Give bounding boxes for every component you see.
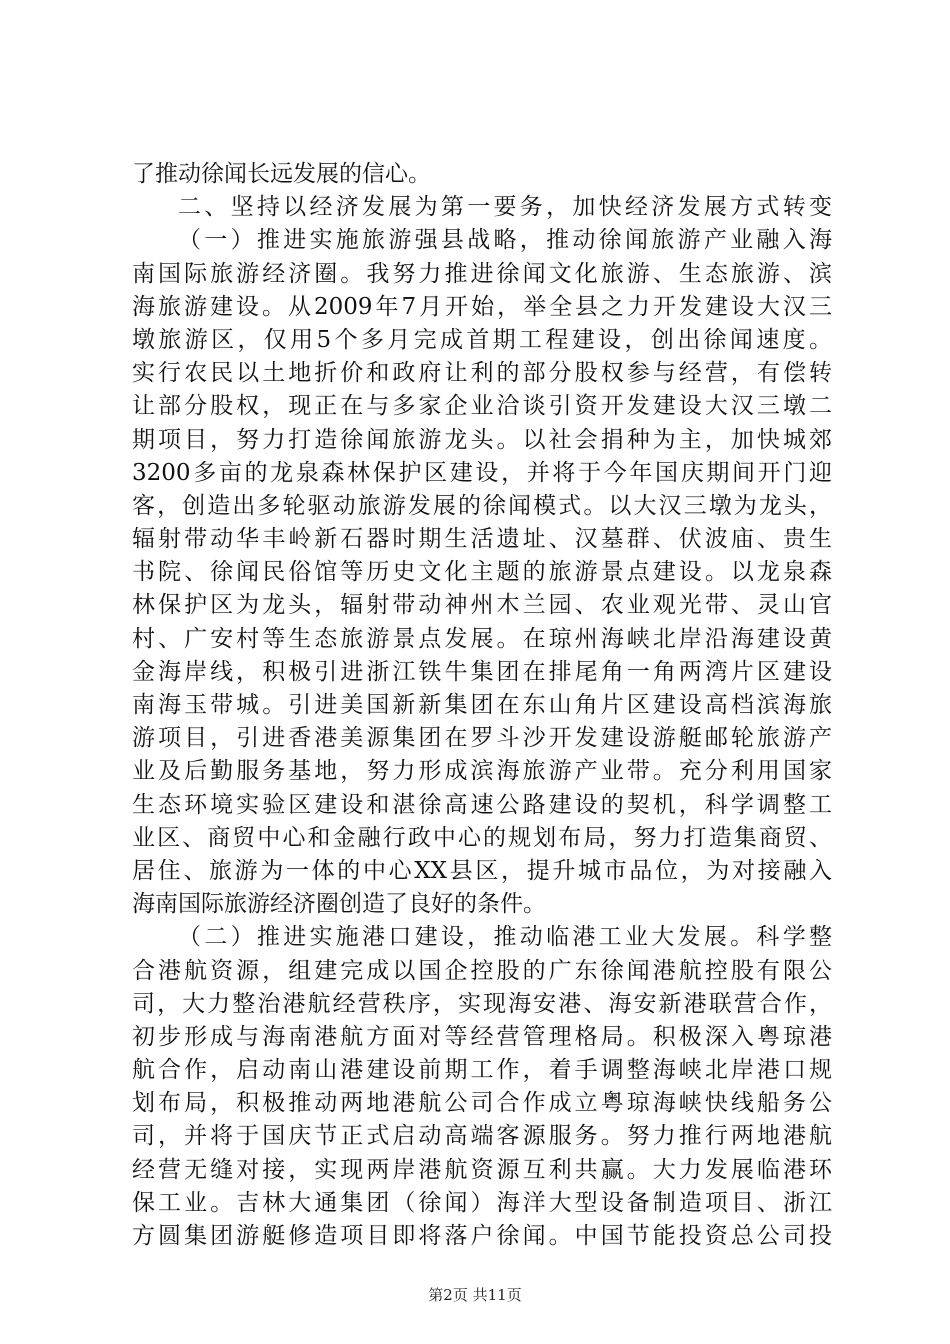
text-line: 南国际旅游经济圈。我努力推进徐闻文化旅游、生态旅游、滨 [132,260,832,287]
text-line: 了推动徐闻长远发展的信心。 [132,161,431,187]
text-line: 客，创造出多轮驱动旅游发展的徐闻模式。以大汉三墩为龙头， [132,492,832,519]
text-line: 南海玉带城。引进美国新新集团在东山角片区建设高档滨海旅 [132,692,832,718]
text-line: 方圆集团游艇修造项目即将落户徐闻。中国节能投资总公司投 [132,1223,832,1249]
text-line: 划布局，积极推动两地港航公司合作成立粤琼海峡快线船务公 [132,1090,832,1117]
text-line: 保工业。吉林大通集团（徐闻）海洋大型设备制造项目、浙江 [132,1189,832,1216]
text-line: 墩旅游区，仅用5个多月完成首期工程建设，创出徐闻速度。 [132,326,832,353]
text-line: 村、广安村等生态旅游景点发展。在琼州海峡北岸沿海建设黄 [132,625,832,652]
text-line: 游项目，引进香港美源集团在罗斗沙开发建设游艇邮轮旅游产 [132,725,832,752]
text-line: 实行农民以土地折价和政府让利的部分股权参与经营，有偿转 [132,360,832,387]
text-line: 金海岸线，积极引进浙江铁牛集团在排尾角一角两湾片区建设 [132,658,832,685]
page-number-footer: 第2页 共11页 [428,1286,522,1304]
text-line: 期项目，努力打造徐闻旅游龙头。以社会捐种为主，加快城郊 [132,426,832,453]
subsection-heading-line: （二）推进实施港口建设，推动临港工业大发展。科学整 [178,924,832,951]
subsection-heading-line: （一）推进实施旅游强县战略，推动徐闻旅游产业融入海 [178,227,832,254]
text-line: 合港航资源，组建完成以国企控股的广东徐闻港航控股有限公 [132,957,832,984]
text-line: 3200多亩的龙泉森林保护区建设，并将于今年国庆期间开门迎 [132,459,832,486]
text-line: 辐射带动华丰岭新石器时期生活遗址、汉墓群、伏波庙、贵生 [132,526,832,553]
text-line: 海旅游建设。从2009年7月开始，举全县之力开发建设大汉三 [132,293,832,320]
text-line: 海南国际旅游经济圈创造了良好的条件。 [132,891,546,918]
text-line: 司，并将于国庆节正式启动高端客源服务。努力推行两地港航 [132,1123,832,1150]
text-line: 业及后勤服务基地，努力形成滨海旅游产业带。充分利用国家 [132,758,832,785]
section-heading: 二、坚持以经济发展为第一要务，加快经济发展方式转变 [178,194,832,221]
text-line: 书院、徐闻民俗馆等历史文化主题的旅游景点建设。以龙泉森 [132,559,832,586]
text-line: 司，大力整治港航经营秩序，实现海安港、海安新港联营合作， [132,990,832,1017]
text-line: 居住、旅游为一体的中心XX县区，提升城市品位，为对接融入 [132,857,832,884]
text-line: 业区、商贸中心和金融行政中心的规划布局，努力打造集商贸、 [132,824,832,851]
text-line: 林保护区为龙头，辐射带动神州木兰园、农业观光带、灵山官 [132,592,832,619]
text-line: 初步形成与海南港航方面对等经营管理格局。积极深入粤琼港 [132,1023,832,1050]
text-line: 生态环境实验区建设和湛徐高速公路建设的契机，科学调整工 [132,791,832,818]
text-line: 让部分股权，现正在与多家企业洽谈引资开发建设大汉三墩二 [132,393,832,420]
text-line: 航合作，启动南山港建设前期工作，着手调整海峡北岸港口规 [132,1057,832,1084]
text-line: 经营无缝对接，实现两岸港航资源互利共赢。大力发展临港环 [132,1156,832,1183]
document-body [132,158,832,1253]
